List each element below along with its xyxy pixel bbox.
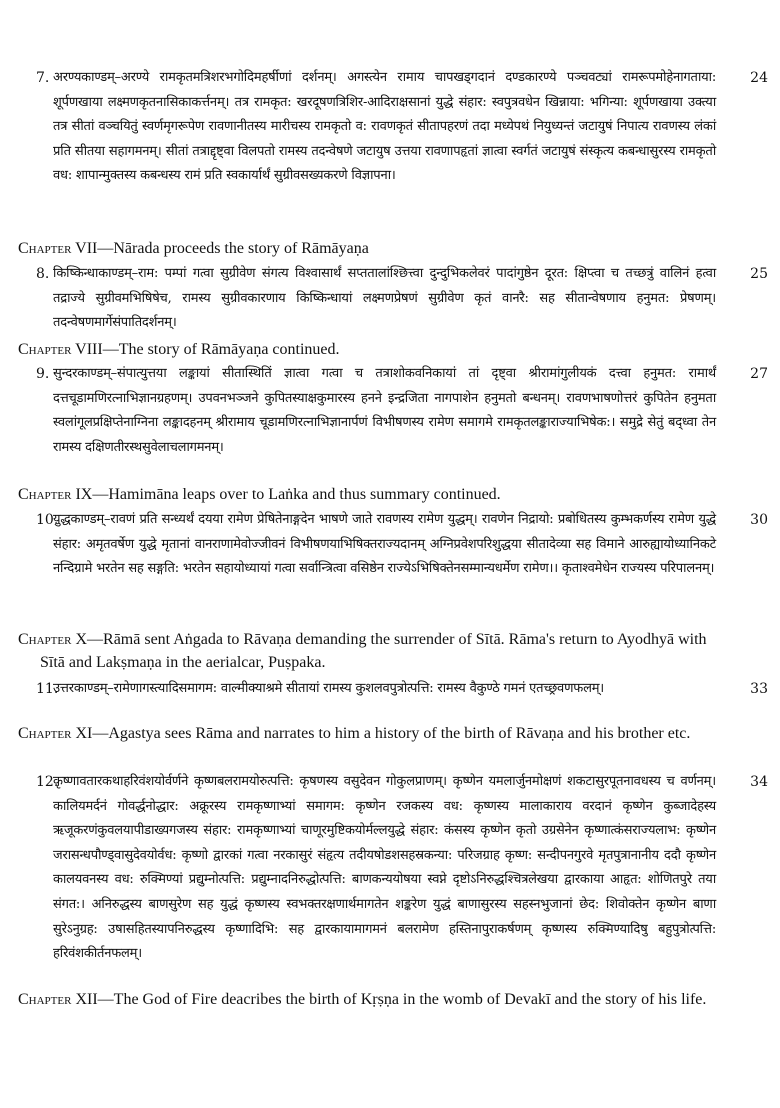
chapter-title: —The story of Rāmāyaṇa continued. xyxy=(102,341,340,358)
contents-entry-8 xyxy=(36,262,716,336)
entry-number: 7. xyxy=(36,70,50,86)
page-number-30: 30 xyxy=(750,512,768,528)
entry-text: युद्धकाण्डम्–रावणं प्रति सन्ध्यर्थं दयया रामेण प्रेषितेनाङ्गदेन भाषणे जाते रावणस्य रामेण युद्धम्। रावणेन निद्रायो: प्रबोधितस्य कुम्भकर्णस्य रामेण युद्धे संहार: अमृतवर्षेण युद्धे मृतानां वानराणामेवोज्जीवनं विभीषणयाभिषिक्तराज्यदानम् अग्निप्रवेशपरिशुद्धया सीतादेव्या सह विमाने आरुह्यायोध्यानिकटे नन्दिग्रामे भरतेन सह सङ्गति: भरतेन सहायोध्यायां गत्वा सर्वान्त्रित्वा वसिष्ठेन राज्येऽभिषिक्तेनसम्मान्यधर्मेण रामेण।। कृताश्वमेधेन राज्यस्य परिपालनम्। xyxy=(53,512,716,577)
entry-number: 11. xyxy=(36,681,59,697)
entry-text: उत्तरकाण्डम्–रामेणागस्त्यादिसमागम: वाल्मीक्याश्रमे सीतायां रामस्य कुशलवपुत्रोत्पत्ति: रामस्य वैकुण्ठे गमनं एतच्छ्रवणफलम्। xyxy=(53,681,605,696)
page-number-25: 25 xyxy=(750,266,768,282)
entry-text: किष्किन्धाकाण्डम्–राम: पम्पां गत्वा सुग्रीवेण संगत्य विश्वासार्थं सप्ततालांश्छित्त्वा दुन्दुभिकलेवरं पादांगुष्ठेन दूरत: क्षिप्त्वा च तच्छत्रुं वालिनं हत्वा तद्राज्ये सुग्रीवमभिषिषेच, रामस्य सुग्रीवकारणाय किष्किन्धायां लक्ष्मणप्रेषणं सुग्रीवेण कृतं वानरै: सह सीतान्वेषणाय हनुमत: प्रेषणम्। तदन्वेषणमार्गेसंपातिदर्शनम्। xyxy=(53,266,716,331)
contents-entry-12 xyxy=(36,770,716,967)
contents-entry-11 xyxy=(36,677,716,702)
chapter-label: Chapter XI xyxy=(18,725,93,742)
chapter-title: —Rāmā sent Aṅgada to Rāvaṇa demanding the surrender of Sītā. Rāma's return to Ayodhyā with Sītā and Lakṣmaṇa in the aerialcar, Puṣpaka. xyxy=(40,631,707,671)
chapter-label: Chapter VII xyxy=(18,240,98,257)
chapter-label: Chapter IX xyxy=(18,486,93,503)
chapter-title: —Agastya sees Rāma and narrates to him a history of the birth of Rāvaṇa and his brother etc. xyxy=(92,725,691,742)
chapter-heading-ix xyxy=(18,483,730,506)
entry-number: 12. xyxy=(36,774,59,790)
entry-number: 8. xyxy=(36,266,50,282)
page-number-33: 33 xyxy=(750,681,768,697)
contents-entry-9 xyxy=(36,362,716,460)
chapter-title: —The God of Fire deacribes the birth of Kṛṣṇa in the womb of Devakī and the story of his life. xyxy=(97,991,707,1008)
entry-text: अरण्यकाण्डम्–अरण्ये रामकृतमत्रिशरभगोदिमहर्षीणां दर्शनम्। अगस्त्येन रामाय चापखड्गदानं दण्डकारण्ये पञ्चवट्यां रामरूपमोहेनागताया: शूर्पणखाया लक्ष्मणकृतनासिकाकर्त्तनम्। तत्र रामकृत: खरदूषणत्रिशिर-आदिराक्षसानां युद्धे संहार: स्वपुत्रवधेन खिन्नाया: भगिन्या: शूर्पणखाया उक्त्या तत्र सीतां वञ्चयितुं स्वर्णमृगरूपेण रावणानीतस्य मारीचस्य रामकृतो व: रावणकृतं सीतापहरणं तदा मध्येपथं नियुध्यन्तं जटायुषं निपात्य रावणस्य लंकां प्रति सीतया सहागमनम्। सीतां तत्राद्दृष्ट्वा विलपतो रामस्य तदन्वेषणे जटायुष उत्तया रावणापहृतां ज्ञात्वा स्वर्गतं जटायुषं संस्कृत्य कबन्धासुरस्य रामकृतो वध: शापान्मुक्तस्य कबन्धस्य रामं प्रति स्वकार्यार्थं सुग्रीवसख्यकरणे विज्ञापना। xyxy=(53,70,716,184)
chapter-heading-x xyxy=(18,628,730,674)
chapter-heading-xii xyxy=(18,988,730,1011)
chapter-title: —Nārada proceeds the story of Rāmāyaṇa xyxy=(97,240,369,257)
chapter-label: Chapter XII xyxy=(18,991,98,1008)
chapter-title: —Hamimāna leaps over to Laṅka and thus summary continued. xyxy=(92,486,501,503)
chapter-label: Chapter VIII xyxy=(18,341,103,358)
chapter-heading-xi xyxy=(18,722,730,745)
chapter-label: Chapter X xyxy=(18,631,88,648)
page-number-27: 27 xyxy=(750,366,768,382)
contents-entry-7 xyxy=(36,66,716,189)
page-number-24: 24 xyxy=(750,70,768,86)
page-number-34: 34 xyxy=(750,774,768,790)
chapter-heading-vii xyxy=(18,237,730,260)
entry-number: 10. xyxy=(36,512,59,528)
entry-text: सुन्दरकाण्डम्–संपात्युत्तया लङ्कायां सीतास्थितिं ज्ञात्वा गत्वा च तत्राशोकवनिकायां तां दृष्ट्वा श्रीरामांगुलीयकं दत्त्वा हनुमत: रामार्थं दत्तचूडामणिरत्नाभिज्ञानग्रहणम्। उपवनभञ्जने कुपितस्याक्षकुमारस्य हनने इन्द्रजिता नागपाशेन हनुमतो बन्धनम्। रावणभाषणोत्तरं कुपितेन हनुमता स्वलांगूलप्रक्षिप्तेनाग्निना लङ्कादहनम् श्रीरामाय चूडामणिरत्नाभिज्ञानार्पणं विभीषणस्य रामेण समागमे रामकृतलङ्काराज्याभिषेक:। समुद्रे सेतुं बद्ध्वा तेन रामस्य दक्षिणतीरस्थसुवेलाचलागमनम्। xyxy=(53,366,716,455)
entry-number: 9. xyxy=(36,366,50,382)
contents-entry-10 xyxy=(36,508,716,582)
chapter-heading-viii xyxy=(18,338,730,361)
entry-text: कृष्णावतारकथाहरिवंशयोर्वर्णने कृष्णबलरामयोरुत्पत्ति: कृषणस्य वसुदेवन गोकुलप्राणम्। कृष्णेन यमलार्जुनमोक्षणं शकटासुरपूतनावधस्य च वर्णनम्। कालियमर्दनं गोवर्द्धनोद्धार: अक्रूरस्य रामकृष्णाभ्यां समागम: कृष्णेन रजकस्य वध: कृष्णस्य मालाकाराय वरदानं कृष्णेन कुब्जादेहस्य ऋजूकरणंकुवलयापीडाख्यगजस्य संहार: रामकृष्णाभ्यां चाणूरमुष्टिकयोर्मल्लयुद्धे संहार: कंसस्य कृष्णेन कृतो उग्रसेनेन कृष्णात्कंसराज्यलाभ: कृष्णेन जरासन्धपौण्ड्वासुदेवयोर्वध: कृष्णो द्वारकां गत्वा नरकासुरं संहृत्य तदीयषोडशसहस्रकन्या: परिजग्राह कृष्ण: सन्दीपनगुरवे मृतपुत्रानानीय ददौ कृष्णेन कालयवनस्य वध: रुक्मिण्यां प्रद्युम्नोत्पत्ति: प्रद्युम्नादनिरुद्धोत्पत्ति: बाणकन्ययोषया स्वप्ने दृष्टोऽनिरुद्धश्चित्रलेखया द्वारकाया आहृत: शोणितपुरे तया संगत:। अनिरुद्धस्य बाणसुरेण सह युद्धं कृष्णस्य स्वभक्तरक्षणार्थमागतेन शङ्करेण युद्धं बाणासुरस्य सहस्नभुजानां छेद: शिवोक्तेन कृष्णेन बाणा सुरेऽनुग्रह: उषासहितस्यापनिरुद्धस्य कृष्णादिभि: सह द्वारकायामागमनं बलरामेण हस्तिनापुराकर्षणम् कृष्णस्य रुक्मिण्यादिषु बहुपुत्रोत्पत्ति: हरिवंशकीर्तनफलम्। xyxy=(53,774,716,962)
